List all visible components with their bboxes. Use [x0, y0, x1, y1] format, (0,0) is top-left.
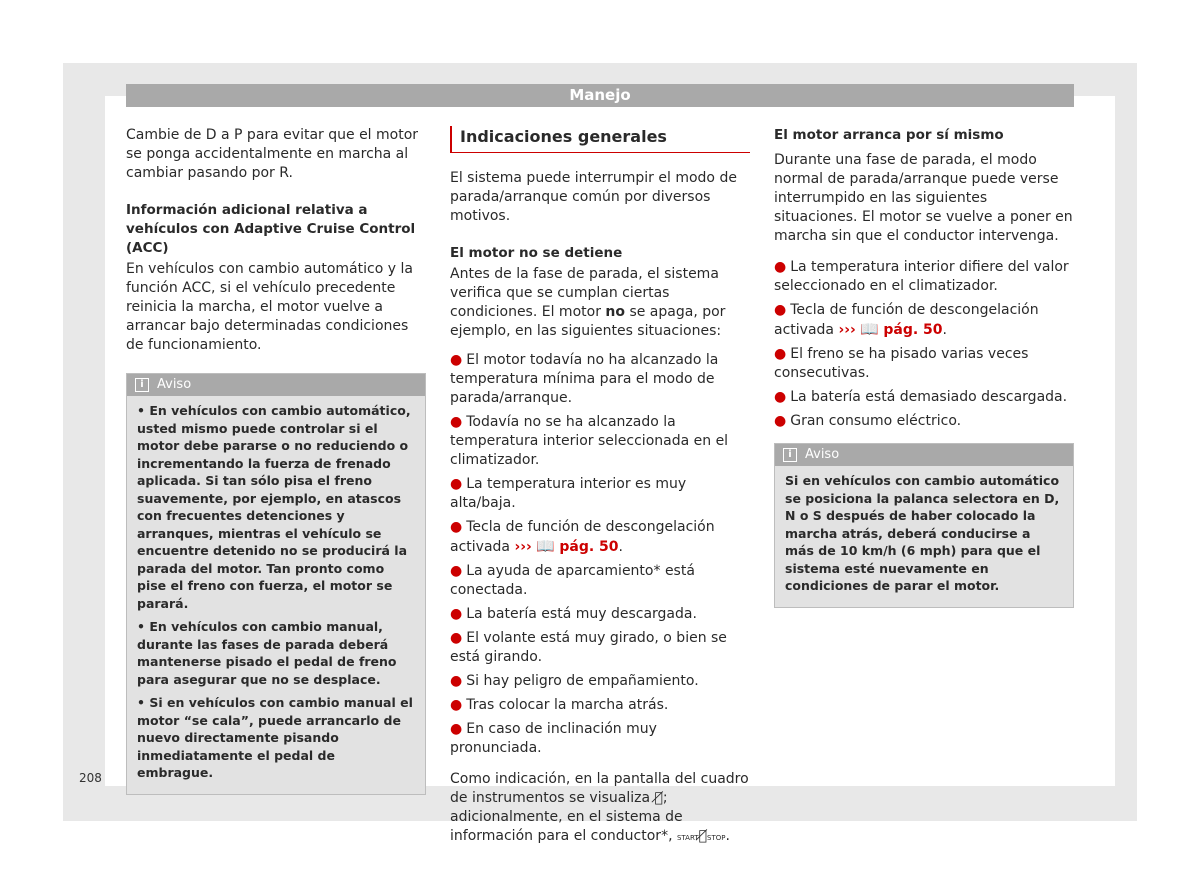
stop-label: STOP — [707, 834, 726, 842]
bullet-icon: ● — [450, 630, 463, 646]
info-icon: i — [135, 378, 149, 392]
bullet-icon: ● — [450, 673, 463, 689]
engine-restarts-heading: El motor arranca por sí mismo — [774, 127, 1004, 143]
notice-box — [126, 373, 426, 795]
restart-list — [774, 258, 1074, 431]
list-item: ● Si hay peligro de empañamiento. — [450, 673, 699, 689]
notice-body — [127, 396, 425, 794]
bold-word: no — [605, 304, 625, 320]
bullet-icon: ● — [450, 563, 463, 579]
bullet-icon: ● — [450, 697, 463, 713]
bullet-icon: ● — [450, 519, 463, 535]
bullet-icon: ● — [450, 606, 463, 622]
list-item: ● El motor todavía no ha alcanzado la temperatura mínima para el modo de parada/arranque. — [450, 352, 719, 406]
general-intro: El sistema puede interrumpir el modo de parada/arranque común por diversos motivos. — [450, 170, 737, 224]
list-item: ● En caso de inclinación muy pronunciada. — [450, 721, 657, 756]
list-item: ● El volante está muy girado, o bien se está girando. — [450, 630, 727, 665]
bullet-icon: ● — [450, 721, 463, 737]
column-left — [126, 126, 426, 795]
start-label: START — [676, 834, 699, 842]
page-number: 208 — [79, 771, 102, 785]
notice-label: Aviso — [157, 377, 192, 392]
book-icon: 📖 — [860, 320, 879, 338]
book-icon: 📖 — [536, 537, 555, 555]
list-item: ● Tras colocar la marcha atrás. — [450, 697, 669, 713]
list-item: ● La ayuda de aparcamiento* está conectada. — [450, 563, 695, 598]
bullet-icon: ● — [774, 389, 787, 405]
list-item: ● Tecla de función de descongelación activada ››› 📖 pág. 50. — [450, 519, 715, 555]
engine-not-stop-heading: El motor no se detiene — [450, 245, 623, 261]
bullet-icon: ● — [774, 346, 787, 362]
notice-text: Si en vehículos con cambio automático se posiciona la palanca selectora en D, N o S después de haber colocado la marcha atrás, deberá conducirse a más de 10 km/h (6 mph) para que el sistema esté nuevamente en condiciones de parar el motor. — [785, 473, 1060, 593]
page-ref-link[interactable]: pág. 50 — [883, 322, 943, 338]
intro-paragraph: Cambie de D a P para evitar que el motor se ponga accidentalmente en marcha al cambiar pasando por R. — [126, 127, 419, 181]
bullet-icon: ● — [450, 352, 463, 368]
bullet-icon: ● — [774, 302, 787, 318]
list-item: ● La batería está demasiado descargada. — [774, 389, 1068, 405]
list-item: ● La temperatura interior difiere del valor seleccionado en el climatizador. — [774, 259, 1069, 294]
list-item: ● Gran consumo eléctrico. — [774, 413, 962, 429]
acc-heading: Información adicional relativa a vehículos con Adaptive Cruise Control (ACC) — [126, 202, 416, 256]
column-middle — [450, 126, 750, 866]
list-item: ● La batería está muy descargada. — [450, 606, 697, 622]
list-item: ● Todavía no se ha alcanzado la temperatura interior seleccionada en el climatizador. — [450, 414, 729, 468]
notice-item: • En vehículos con cambio automático, usted mismo puede controlar si el motor debe pararse o no reduciendo o incrementando la fuerza de frenado aplicada. Si tan sólo pisa el freno suavemente, por ejemplo, en atascos con frecuentes detenciones y arranques, mientras el vehículo se encuentre detenido no se producirá la parada del motor. Tan pronto como pise el freno con fuerza, el motor se parará. — [137, 403, 411, 611]
notice-item: • En vehículos con cambio manual, durante las fases de parada deberá mantenerse pisado el pedal de freno para asegurar que no se desplace. — [137, 619, 397, 687]
conditions-paragraph: Antes de la fase de parada, el sistema verifica que se cumplan ciertas condiciones. El motor no se apaga, por ejemplo, en las siguientes situaciones: — [450, 266, 726, 339]
notice-header — [775, 444, 1073, 466]
list-item: ● El freno se ha pisado varias veces consecutivas. — [774, 346, 1029, 381]
notice-label: Aviso — [805, 447, 840, 462]
bullet-icon: ● — [450, 476, 463, 492]
chapter-header: Manejo — [126, 84, 1074, 107]
page-ref-link[interactable]: pág. 50 — [559, 539, 619, 555]
notice-item: • Si en vehículos con cambio manual el motor “se cala”, puede arrancarlo de nuevo directamente pisando inmediatamente el pedal de embrague. — [137, 695, 413, 780]
restart-intro: Durante una fase de parada, el modo normal de parada/arranque puede verse interrumpido en las siguientes situaciones. El motor se vuelve a poner en marcha sin que el conductor intervenga. — [774, 152, 1073, 244]
list-item: ● Tecla de función de descongelación activada ››› 📖 pág. 50. — [774, 302, 1039, 338]
bullet-icon: ● — [774, 259, 787, 275]
info-icon: i — [783, 448, 797, 462]
notice-body — [775, 466, 1073, 607]
section-title: Indicaciones generales — [450, 126, 750, 153]
auto-stop-icon: Ⓐ̸ — [654, 790, 663, 806]
indicator-paragraph: Como indicación, en la pantalla del cuadro de instrumentos se visualiza Ⓐ̸; adicionalmente, en el sistema de información para el conductor*, STARTⒶ̸STOP. — [450, 771, 749, 844]
conditions-list — [450, 351, 750, 758]
notice-box — [774, 443, 1074, 608]
list-item: ● La temperatura interior es muy alta/baja. — [450, 476, 687, 511]
notice-header — [127, 374, 425, 396]
bullet-icon: ● — [450, 414, 463, 430]
column-right — [774, 126, 1074, 608]
acc-paragraph: En vehículos con cambio automático y la función ACC, si el vehículo precedente reinicia la marcha, el motor vuelve a arrancar bajo determinadas condiciones de funcionamiento. — [126, 261, 413, 353]
bullet-icon: ● — [774, 413, 787, 429]
auto-stop-icon: Ⓐ̸ — [698, 828, 707, 844]
